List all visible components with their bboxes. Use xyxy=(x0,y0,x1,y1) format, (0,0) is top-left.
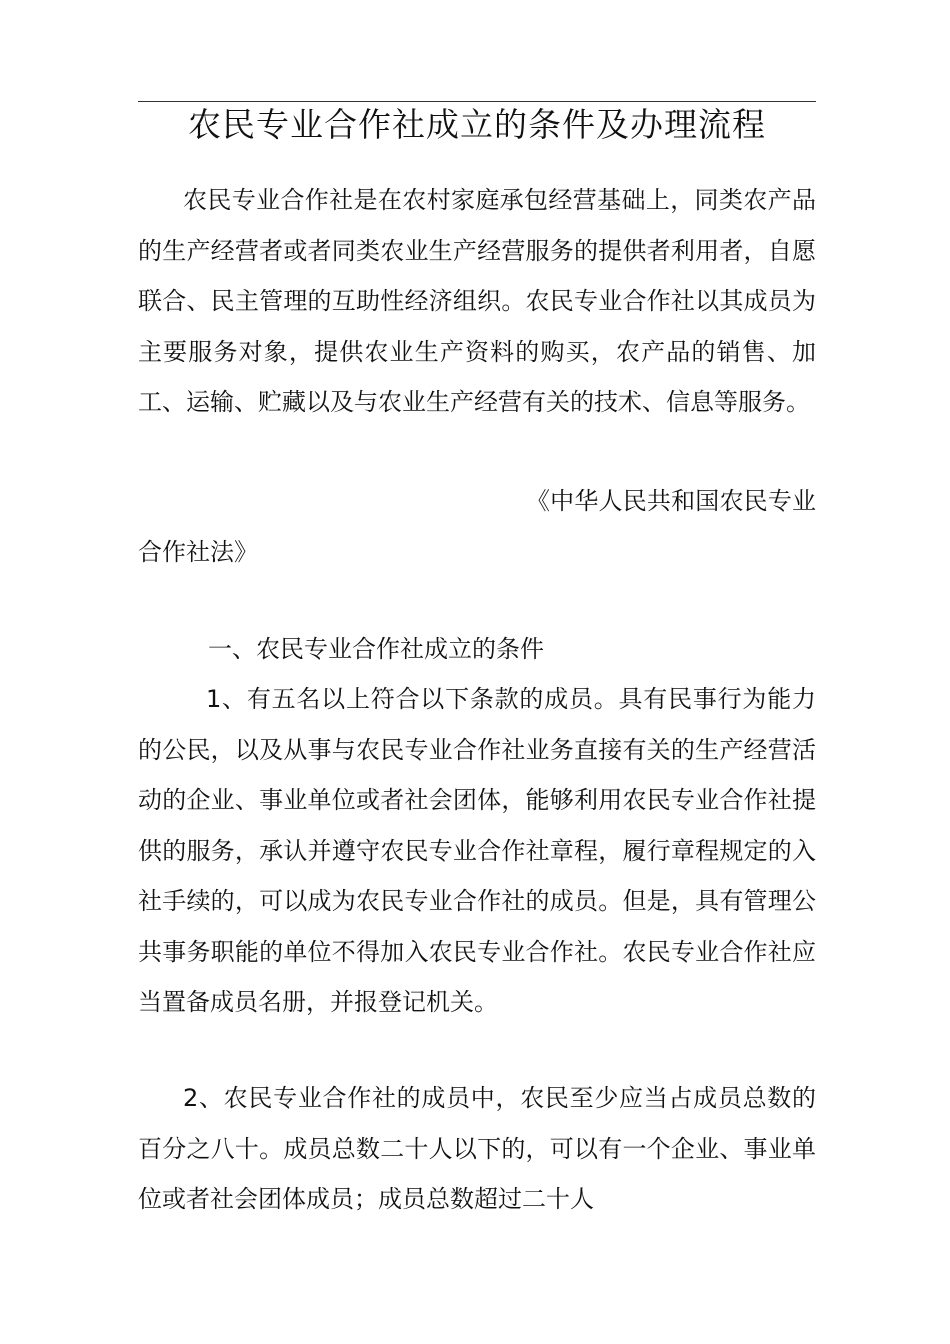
condition-item-1: 1、有五名以上符合以下条款的成员。具有民事行为能力的公民，以及从事与农民专业合作社业务直接有关的生产经营活动的企业、事业单位或者社会团体，能够利用农民专业合作社提供的服务，承认并遵守农民专业合作社章程，履行章程规定的入社手续的，可以成为农民专业合作社的成员。但是，具有管理公共事务职能的单位不得加入农民专业合作社。农民专业合作社应当置备成员名册，并报登记机关。 xyxy=(138,685,816,1016)
document-title: 农民专业合作社成立的条件及办理流程 xyxy=(188,105,766,144)
intro-paragraph: 农民专业合作社是在农村家庭承包经营基础上，同类农产品的生产经营者或者同类农业生产经营服务的提供者利用者，自愿联合、民主管理的互助性经济组织。农民专业合作社以其成员为主要服务对象，提供农业生产资料的购买，农产品的销售、加工、运输、贮藏以及与农业生产经营有关的技术、信息等服务。 xyxy=(138,186,816,416)
condition-item-2: 2、农民专业合作社的成员中，农民至少应当占成员总数的百分之八十。成员总数二十人以下的，可以有一个企业、事业单位或者社会团体成员；成员总数超过二十人 xyxy=(138,1084,816,1213)
header-rule xyxy=(138,101,816,102)
section-heading: 一、农民专业合作社成立的条件 xyxy=(208,635,544,663)
source-citation: 《中华人民共和国农民专业合作社法》 xyxy=(138,487,816,566)
